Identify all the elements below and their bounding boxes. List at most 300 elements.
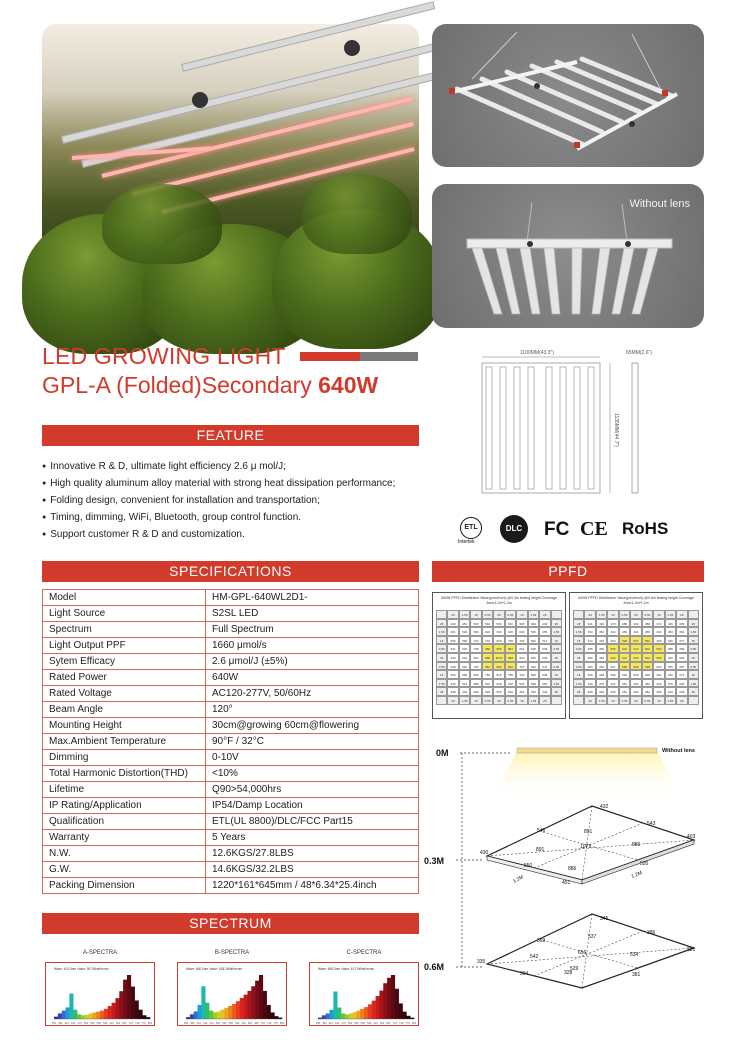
ppfd-cell: 528 — [447, 662, 458, 671]
spec-value: Q90>54,000hrs — [206, 782, 419, 798]
ppfd-cell: 628 — [493, 679, 504, 688]
ppfd-cell: 1ft — [551, 636, 562, 645]
ppfd-06-mid-top: 537 — [588, 934, 597, 940]
spectrum-bar — [353, 1012, 357, 1019]
ppfd-cell: 815 — [493, 670, 504, 679]
ppfd-06-corner-left: 335 — [477, 959, 486, 965]
ppfd-cell: 1ft — [516, 610, 527, 619]
ppfd-cell: 398 — [447, 687, 458, 696]
spectrum-tick-label: 380 — [190, 1022, 195, 1025]
spectrum-bar — [123, 980, 127, 1019]
ppfd-cell: 532 — [642, 636, 653, 645]
spectrum-caption: Wave: 660.0nm Value: 168.2Wnit/m²nm — [186, 967, 243, 971]
spec-label: Max.Ambient Temperature — [43, 734, 206, 750]
spectrum-tick-label: 440 — [71, 1022, 76, 1025]
spectrum-bar — [108, 1006, 112, 1019]
ppfd-cell: 512 — [459, 679, 470, 688]
spectrum-tick-label: 740 — [267, 1022, 272, 1025]
ppfd-cell: 1.5ft — [551, 627, 562, 636]
ppfd-cell: 794 — [482, 636, 493, 645]
spectrum-tick-label: 680 — [386, 1022, 391, 1025]
spec-row — [43, 718, 419, 734]
ppfd-cell: 340 — [596, 687, 607, 696]
spec-value: 12.6KGS/27.8LBS — [206, 846, 419, 862]
spectrum-tick-label: 530 — [354, 1022, 359, 1025]
ppfd-cell: 346 — [596, 619, 607, 628]
ppfd-cell: 1.5ft — [596, 610, 607, 619]
ppfd-06-corner-right: 321 — [687, 947, 696, 953]
spectrum-tick-label: 710 — [392, 1022, 397, 1025]
ppfd-cell: 345 — [676, 687, 687, 696]
spectrum-bar — [322, 1015, 326, 1019]
ppfd-cell: 2ft — [551, 687, 562, 696]
spectrum-bar — [127, 975, 131, 1019]
ppfd-cell: 1.5ft — [528, 610, 539, 619]
ppfd-cell: 403 — [447, 619, 458, 628]
ppfd-cell: 2ft — [688, 687, 699, 696]
spectrum-caption: Wave: 401.0nm Value: 99.2Wnit/m²nm — [54, 967, 109, 971]
spectrum-bar — [146, 1017, 150, 1019]
feature-heading: FEATURE — [42, 425, 419, 446]
spectrum-bar — [119, 991, 123, 1019]
spec-row — [43, 782, 419, 798]
ppfd-cell: 0.5ft — [642, 696, 653, 705]
spec-value: S2SL LED — [206, 606, 419, 622]
spectrum-bar — [96, 1012, 100, 1019]
ppfd-03-edge-bottom-right: 520 — [640, 861, 649, 867]
hero-grow-room-photo — [42, 24, 419, 328]
spectrum-svg — [310, 963, 420, 1027]
ppfd-cell: 1ft — [551, 670, 562, 679]
ppfd-cell: 798 — [470, 644, 481, 653]
ppfd-06-center: 656 — [578, 950, 587, 956]
ppfd-cell: 1.5ft — [436, 679, 447, 688]
spec-value: 0-10V — [206, 750, 419, 766]
spectrum-bar — [138, 1010, 142, 1019]
ppfd-cell: 505 — [516, 619, 527, 628]
ppfd-cell: 985 — [493, 644, 504, 653]
spectrum-bar — [100, 1011, 104, 1019]
spec-label: Dimming — [43, 750, 206, 766]
ppfd-cell: 459 — [596, 653, 607, 662]
spectrum-bar — [58, 1013, 62, 1019]
ppfd-cell: 532 — [653, 644, 664, 653]
ppfd-cell: 1ft — [470, 696, 481, 705]
ppfd-cell: 460 — [665, 653, 676, 662]
spectrum-tick-label: 650 — [247, 1022, 253, 1025]
spectrum-bar — [232, 1004, 236, 1019]
ppfd-cell: 350 — [584, 627, 595, 636]
product-category-title: LED GROWING LIGHT — [42, 343, 286, 369]
spectrum-bar — [364, 1007, 368, 1019]
spectrum-tick-label: 800 — [411, 1022, 417, 1025]
ppfd-cell: 1ft — [436, 636, 447, 645]
spectrum-bar — [345, 1014, 349, 1019]
spectrum-bar — [221, 1010, 225, 1019]
spec-row — [43, 638, 419, 654]
spectrum-tick-label: 410 — [196, 1022, 201, 1025]
ppfd-cell: 394 — [630, 687, 641, 696]
ppfd-cell: 546 — [493, 619, 504, 628]
spectrum-bar — [92, 1013, 96, 1019]
spec-value: 14.6KGS/32.2LBS — [206, 862, 419, 878]
ppfd-cell: 600 — [516, 627, 527, 636]
spec-row — [43, 766, 419, 782]
ppfd-cell: 2ft — [447, 610, 458, 619]
spectrum-svg — [178, 963, 288, 1027]
ppfd-cell: 366 — [653, 687, 664, 696]
spectrum-bar — [213, 1012, 217, 1019]
ppfd-cell: 2ft — [447, 696, 458, 705]
ppfd-cell: 2ft — [436, 619, 447, 628]
ppfd-cell: 349 — [676, 679, 687, 688]
ppfd-06-edge-bottom-right: 381 — [632, 972, 641, 978]
model-power: 640W — [318, 372, 379, 398]
spec-value: IP54/Damp Location — [206, 798, 419, 814]
ppfd-cell: 377 — [676, 636, 687, 645]
spec-row — [43, 606, 419, 622]
ppfd-cell: 630 — [528, 662, 539, 671]
without-lens-label: Without lens — [662, 748, 695, 754]
ppfd-cell: 393 — [630, 619, 641, 628]
ppfd-cell: 0.5ft — [573, 662, 584, 671]
ppfd-cell: 384 — [665, 627, 676, 636]
ppfd-cell: 528 — [528, 679, 539, 688]
ppfd-cell: 530 — [607, 644, 618, 653]
ppfd-cell: 610 — [642, 653, 653, 662]
spec-label: Light Source — [43, 606, 206, 622]
ppfd-cell: 0.5ft — [482, 610, 493, 619]
spec-label: Beam Angle — [43, 702, 206, 718]
spectrum-tick-label: 770 — [405, 1022, 410, 1025]
spectrum-tick-label: 740 — [135, 1022, 140, 1025]
ppfd-cell: 491 — [653, 670, 664, 679]
spec-row — [43, 846, 419, 862]
spec-row — [43, 734, 419, 750]
ppfd-cell — [551, 696, 562, 705]
fcc-logo: FC — [544, 519, 570, 540]
spec-row — [43, 702, 419, 718]
ppfd-cell — [688, 610, 699, 619]
ppfd-table-03m — [432, 592, 566, 719]
depth-dimension-label: 65MM(2.6") — [626, 350, 652, 356]
spectrum-tick-label: 710 — [128, 1022, 133, 1025]
ppfd-cell: 1ft — [607, 696, 618, 705]
ppfd-cell: 2ft — [539, 696, 550, 705]
height-label-03m: 0.3M — [424, 856, 445, 866]
ppfd-cell: 1.5ft — [688, 679, 699, 688]
ppfd-cell: 1.5ft — [573, 627, 584, 636]
ppfd-cell: 540 — [505, 619, 516, 628]
ppfd-table-caption: 640W PPFD Distribution Value(μmol/m²/s) @0.6m testing height Coverage Area:1.2m*1.2m — [578, 596, 694, 605]
ppfd-03-corner-right: 403 — [687, 834, 696, 840]
ppfd-cell: 599 — [642, 662, 653, 671]
ppfd-cell: 460 — [528, 619, 539, 628]
ppfd-cell: 0.5ft — [505, 610, 516, 619]
spectrum-bar — [194, 1012, 198, 1019]
product-photo-angled — [432, 24, 704, 167]
ppfd-cell: 372 — [653, 619, 664, 628]
spectrum-tick-label: 620 — [109, 1022, 114, 1025]
ppfd-03-dim-right: 1.2M — [630, 870, 644, 880]
ppfd-03-dim-left: 1.2M — [512, 874, 525, 885]
ppfd-cell: 0.5ft — [688, 662, 699, 671]
ppfd-03-corner-left: 430 — [480, 850, 489, 856]
spectrum-bar — [391, 975, 395, 1019]
spectrum-bar — [135, 1000, 139, 1019]
ppfd-cell: 0.5ft — [482, 696, 493, 705]
rohs-logo: RoHS — [622, 519, 669, 538]
ppfd-cell: 445 — [447, 679, 458, 688]
ppfd-06-mid-bottom: 529 — [570, 966, 579, 972]
ppfd-cell — [551, 610, 562, 619]
ppfd-cell: 455 — [596, 644, 607, 653]
ppfd-03-mid-bottom: 886 — [568, 866, 577, 872]
ppfd-cell: 656 — [630, 653, 641, 662]
ppfd-cell: 0ft — [630, 696, 641, 705]
ppfd-06-edge-top-left: 393 — [537, 938, 546, 944]
ppfd-cell: 603 — [642, 644, 653, 653]
spectrum-tick-label: 380 — [58, 1022, 63, 1025]
spectrum-tick-label: 620 — [373, 1022, 378, 1025]
spec-label: Rated Voltage — [43, 686, 206, 702]
ppfd-cell: 957 — [505, 644, 516, 653]
feature-list — [42, 458, 442, 543]
ppfd-cell: 1.5ft — [459, 696, 470, 705]
ppfd-cell: 455 — [665, 662, 676, 671]
ppfd-cell: 695 — [470, 670, 481, 679]
spectrum-tick-label: 410 — [64, 1022, 69, 1025]
ppfd-cell: 456 — [619, 627, 630, 636]
ppfd-cell: 450 — [539, 679, 550, 688]
ppfd-cell: 700 — [516, 670, 527, 679]
ppfd-06-corner-bottom: 328 — [564, 970, 573, 976]
plant — [302, 174, 412, 254]
ppfd-cell: 0.5ft — [436, 662, 447, 671]
spectrum-label-c: C-SPECTRA — [346, 950, 382, 956]
ppfd-cell: 786 — [505, 670, 516, 679]
spectrum-tick-label: 500 — [83, 1022, 89, 1025]
ppfd-cell: 2ft — [676, 610, 687, 619]
spectrum-tick-label: 680 — [254, 1022, 259, 1025]
spec-row — [43, 814, 419, 830]
ppfd-cell: 455 — [539, 627, 550, 636]
ppfd-cell: 0.5ft — [505, 696, 516, 705]
ppfd-cell: 630 — [493, 627, 504, 636]
spectrum-bar — [333, 992, 337, 1020]
ppfd-cell: 453 — [642, 679, 653, 688]
ppfd-cell: 432 — [607, 627, 618, 636]
ppfd-cell: 388 — [619, 619, 630, 628]
height-label-06m: 0.6M — [424, 962, 445, 972]
ppfd-03-center: 1073 — [580, 844, 592, 850]
ppfd-cell: 0ft — [573, 653, 584, 662]
spec-value: AC120-277V, 50/60Hz — [206, 686, 419, 702]
spectrum-tick-label: 770 — [141, 1022, 146, 1025]
ppfd-cell: 534 — [607, 653, 618, 662]
ppfd-03-corner-bottom: 451 — [562, 880, 571, 886]
spectrum-bar — [395, 989, 399, 1019]
ppfd-cell: 0ft — [551, 653, 562, 662]
ppfd-cell: 951 — [482, 662, 493, 671]
spectrum-bar — [201, 986, 205, 1019]
ppfd-06-edge-bottom-left: 394 — [520, 971, 529, 977]
spectrum-tick-label: 530 — [90, 1022, 95, 1025]
ppfd-06-corner-top: 345 — [600, 916, 609, 922]
spectrum-bar — [66, 1007, 70, 1019]
ppfd-cell: 451 — [619, 679, 630, 688]
ppfd-03-edge-top-left: 546 — [537, 828, 546, 834]
ppfd-cell: 612 — [630, 644, 641, 653]
spectrum-heading: SPECTRUM — [42, 913, 419, 934]
spectrum-bar — [104, 1009, 108, 1019]
intertek-label: Intertek — [458, 539, 475, 545]
spec-label: Rated Power — [43, 670, 206, 686]
product-photo-front — [432, 184, 704, 328]
ppfd-cell: 432 — [539, 687, 550, 696]
plant — [102, 184, 222, 264]
ppfd-cell: 2ft — [551, 619, 562, 628]
spec-value: 120° — [206, 702, 419, 718]
spectrum-bar — [54, 1017, 58, 1019]
ppfd-cell: 382 — [642, 687, 653, 696]
ppfd-cell: 795 — [470, 662, 481, 671]
ppfd-cell: 0.5ft — [619, 696, 630, 705]
ppfd-cell: 598 — [619, 662, 630, 671]
specifications-table — [42, 589, 419, 894]
ppfd-cell: 529 — [653, 662, 664, 671]
spectrum-tick-label: 410 — [328, 1022, 333, 1025]
spec-label: Packing Dimension — [43, 878, 206, 894]
spec-value: 5 Years — [206, 830, 419, 846]
spectrum-bar — [89, 1013, 93, 1019]
ppfd-cell: 0.5ft — [551, 644, 562, 653]
ppfd-cell: 801 — [516, 644, 527, 653]
ppfd-cell: 526 — [619, 670, 630, 679]
ppfd-03-corner-top: 432 — [600, 804, 609, 810]
ppfd-cell: 2ft — [573, 687, 584, 696]
spectrum-tick-label: 800 — [279, 1022, 285, 1025]
spectrum-tick-label: 350 — [183, 1022, 189, 1025]
spec-label: IP Rating/Application — [43, 798, 206, 814]
ppfd-cell: 0.5ft — [619, 610, 630, 619]
ppfd-cell: 493 — [607, 636, 618, 645]
title-accent-bar-red — [300, 352, 360, 361]
spec-value: 90°F / 32°C — [206, 734, 419, 750]
ppfd-cell: 797 — [516, 662, 527, 671]
feature-item: ● Folding design, convenient for installation and transportation; — [42, 492, 442, 509]
spec-label: Lifetime — [43, 782, 206, 798]
ppfd-cell: 0ft — [436, 653, 447, 662]
ppfd-03-mid-right: 886 — [632, 842, 641, 848]
ppfd-cell: 343 — [665, 687, 676, 696]
spectrum-bar — [142, 1015, 146, 1019]
ppfd-cell: 625 — [459, 644, 470, 653]
spectrum-bar — [270, 1012, 274, 1019]
ppfd-cell: 1ft — [688, 670, 699, 679]
product-model-title — [42, 372, 378, 399]
ppfd-cell: 1.5ft — [436, 627, 447, 636]
spectrum-bar — [267, 1005, 271, 1019]
ppfd-cell: 1.5ft — [459, 610, 470, 619]
ppfd-cell: 535 — [528, 627, 539, 636]
ppfd-cell: 543 — [447, 653, 458, 662]
spectrum-bar — [236, 1001, 240, 1019]
title-accent-bar-grey — [360, 352, 418, 361]
ppfd-cell: 385 — [584, 644, 595, 653]
ppfd-table-caption: 640W PPFD Distribution Value(μmol/m²/s) @0.3m testing height Coverage Area:1.2m*1.2m — [441, 596, 557, 605]
ppfd-cell: 798 — [505, 636, 516, 645]
spectrum-tick-label: 710 — [260, 1022, 265, 1025]
spectrum-caption: Wave: 660.0nm Value: 147.9Wnit/m²nm — [318, 967, 375, 971]
ppfd-cell: 508 — [539, 670, 550, 679]
ppfd-cell: 538 — [539, 644, 550, 653]
ppfd-cell: 980 — [493, 662, 504, 671]
spectrum-bar — [259, 975, 263, 1019]
ppfd-cell: 451 — [459, 619, 470, 628]
ppfd-cell: 381 — [619, 687, 630, 696]
spectrum-tick-label: 350 — [315, 1022, 321, 1025]
spectrum-bar — [240, 998, 244, 1019]
spectrum-chart-c — [309, 962, 419, 1026]
ppfd-cell: 2ft — [676, 696, 687, 705]
ppfd-03-edge-bottom-left: 550 — [524, 863, 533, 869]
ppfd-cell: 2ft — [584, 696, 595, 705]
ppfd-cell: 1ft — [607, 610, 618, 619]
ppfd-cell: 625 — [505, 627, 516, 636]
ppfd-cell: 620 — [459, 662, 470, 671]
spectrum-tick-label: 560 — [228, 1022, 233, 1025]
ppfd-06-edge-top-right: 386 — [647, 930, 656, 936]
ppfd-cell: 489 — [470, 687, 481, 696]
ppfd-cell: 546 — [539, 653, 550, 662]
spec-row — [43, 862, 419, 878]
spectrum-tick-label: 770 — [273, 1022, 278, 1025]
ppfd-cell: 956 — [482, 644, 493, 653]
spectrum-tick-label: 650 — [379, 1022, 385, 1025]
ppfd-height-diagram — [424, 738, 704, 978]
ppfd-cell: 335 — [676, 619, 687, 628]
spectrum-tick-label: 650 — [115, 1022, 121, 1025]
spectrum-tick-label: 680 — [122, 1022, 127, 1025]
spectrum-tick-label: 470 — [341, 1022, 346, 1025]
spectrum-bar — [399, 1003, 403, 1019]
spectrum-bar — [406, 1016, 410, 1019]
ppfd-cell: 512 — [539, 636, 550, 645]
ppfd-cell: 434 — [653, 627, 664, 636]
ppfd-cell: 365 — [607, 687, 618, 696]
spec-label: Warranty — [43, 830, 206, 846]
spec-value: 1220*161*645mm / 48*6.34*25.4inch — [206, 878, 419, 894]
ppfd-06-mid-left: 542 — [530, 954, 539, 960]
ppfd-cell: 520 — [459, 627, 470, 636]
ppfd-cell: 321 — [584, 619, 595, 628]
ppfd-cell: 2ft — [573, 619, 584, 628]
ppfd-cell: 782 — [482, 670, 493, 679]
ppfd-cell: 436 — [459, 687, 470, 696]
spectrum-bar — [186, 1017, 190, 1019]
spec-row — [43, 590, 419, 606]
width-dimension-label: 1100MM(43.3") — [520, 350, 554, 356]
ppfd-cell: 0.5ft — [573, 644, 584, 653]
ppfd-cell: 618 — [505, 679, 516, 688]
spectrum-bar — [341, 1014, 345, 1020]
ppfd-heading: PPFD — [432, 561, 704, 582]
driver-knob — [192, 92, 208, 108]
spectrum-tick-label: 590 — [235, 1022, 240, 1025]
ppfd-cell: 383 — [584, 662, 595, 671]
spectrum-bar — [402, 1012, 406, 1019]
